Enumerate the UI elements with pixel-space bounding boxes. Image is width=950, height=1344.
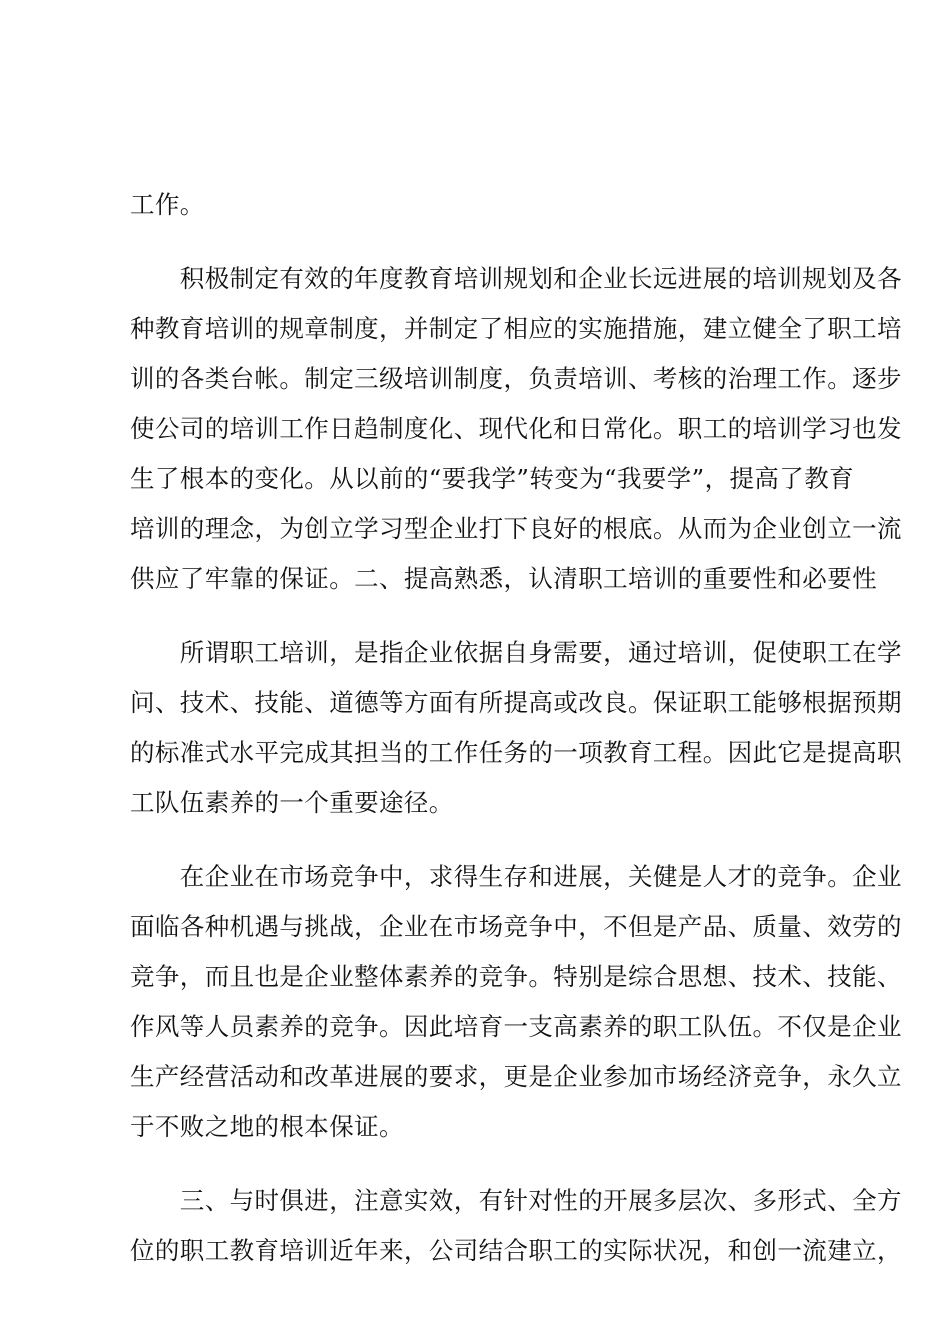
paragraph	[130, 852, 902, 1152]
text-line: 生产经营活动和改革进展的要求，更是企业参加市场经济竞争，永久立	[130, 1062, 902, 1091]
paragraph	[130, 1176, 902, 1276]
text-line: 工作。	[130, 190, 205, 219]
text-line: 种教育培训的规章制度，并制定了相应的实施措施，建立健全了职工培	[130, 314, 902, 343]
paragraph	[130, 180, 830, 230]
text-line: 竞争，而且也是企业整体素养的竞争。特别是综合思想、技术、技能、	[130, 962, 902, 991]
text-line: 积极制定有效的年度教育培训规划和企业长远进展的培训规划及各	[130, 264, 902, 293]
paragraph	[130, 628, 902, 828]
text-line: 面临各种机遇与挑战，企业在市场竞争中，不但是产品、质量、效劳的	[130, 912, 902, 941]
text-line: 使公司的培训工作日趋制度化、现代化和日常化。职工的培训学习也发	[130, 414, 902, 443]
text-line: 工队伍素养的一个重要途径。	[130, 788, 454, 817]
text-line: 供应了牢靠的保证。二、提高熟悉，认清职工培训的重要性和必要性	[130, 564, 877, 593]
text-line: 问、技术、技能、道德等方面有所提高或改良。保证职工能够根据预期	[130, 688, 902, 717]
text-line: 作风等人员素养的竞争。因此培育一支高素养的职工队伍。不仅是企业	[130, 1012, 902, 1041]
text-line: 位的职工教育培训近年来，公司结合职工的实际状况，和创一流建立，	[130, 1236, 902, 1265]
text-line: 的标准式水平完成其担当的工作任务的一项教育工程。因此它是提高职	[130, 738, 902, 767]
text-line: 于不败之地的根本保证。	[130, 1112, 404, 1141]
text-line: 训的各类台帐。制定三级培训制度，负责培训、考核的治理工作。逐步	[130, 364, 902, 393]
text-line: 培训的理念，为创立学习型企业打下良好的根底。从而为企业创立一流	[130, 514, 902, 543]
paragraph	[130, 254, 902, 604]
text-line: 生了根本的变化。从以前的“要我学”转变为“我要学”，提高了教育	[130, 464, 854, 493]
text-line: 三、与时俱进，注意实效，有针对性的开展多层次、多形式、全方	[130, 1186, 902, 1215]
document-body	[130, 180, 902, 1276]
text-line: 所谓职工培训，是指企业依据自身需要，通过培训，促使职工在学	[130, 638, 902, 667]
text-line: 在企业在市场竞争中，求得生存和进展，关健是人才的竞争。企业	[130, 862, 902, 891]
